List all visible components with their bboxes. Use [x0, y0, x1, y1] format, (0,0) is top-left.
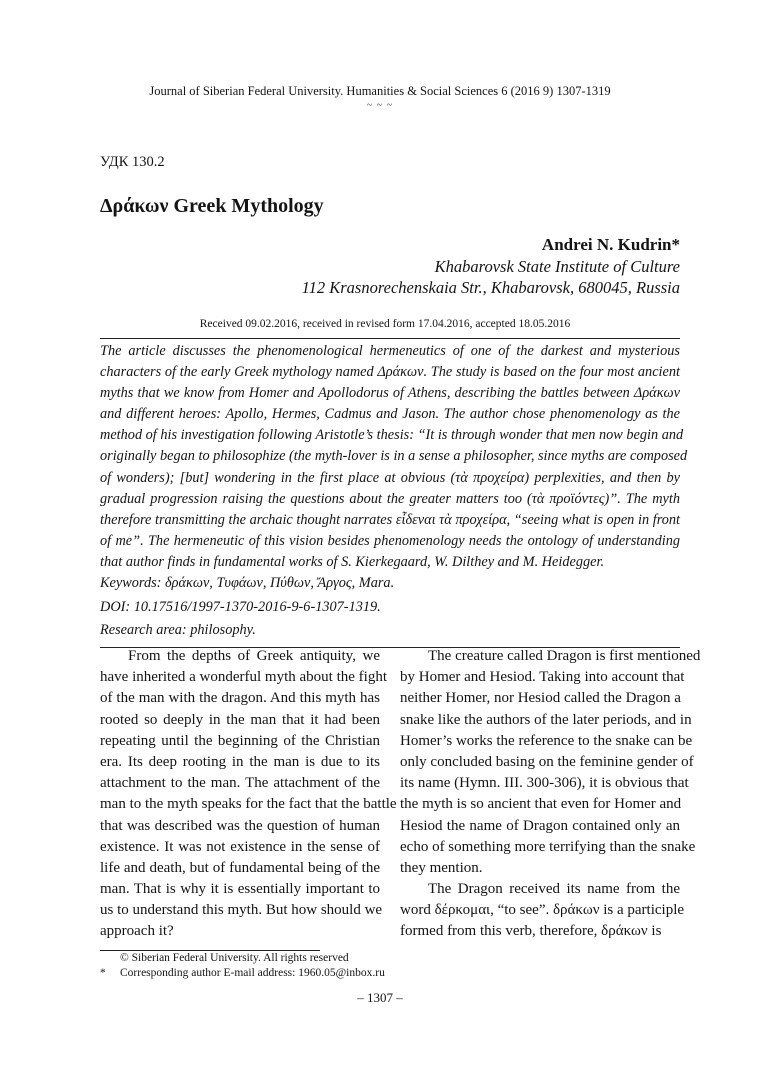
- right-column-line: formed from this verb, therefore, δράκων is: [400, 923, 662, 940]
- research-area: Research area: philosophy.: [100, 622, 256, 638]
- footnote-divider: [100, 950, 320, 951]
- right-column-line: only concluded basing on the feminine gender of: [400, 753, 694, 770]
- abstract-lines-line: The article discusses the phenomenological hermeneutics of one of the darkest and mysterious: [100, 343, 680, 359]
- header-ornament: ~ ~ ~: [366, 100, 394, 111]
- keywords: Keywords: δράκων, Τυφάων, Πύθων, Ἄργος, Mara.: [100, 575, 395, 591]
- author-name: Andrei N. Kudrin*: [541, 235, 680, 254]
- abstract-lines-line: that author finds in fundamental works of S. Kierkegaard, W. Dilthey and M. Heidegger.: [100, 553, 605, 570]
- body-column-right: [400, 646, 701, 943]
- left-column-line: us to understand this myth. But how should we: [100, 902, 383, 919]
- right-column-line: word δέρκομαι, “to see”. δράκων is a participle: [400, 902, 685, 919]
- right-column-line: the myth is so ancient that even for Homer and: [400, 796, 682, 813]
- left-column-line: repeating until the beginning of the Christian: [100, 732, 380, 749]
- doi: DOI: 10.17516/1997-1370-2016-9-6-1307-1319.: [100, 599, 381, 615]
- abstract-lines-line: gradual progression raising the questions about the greater matters too (τὰ προϊόντες)”. The myth: [100, 490, 680, 507]
- right-column-line: Hesiod the name of Dragon contained only an: [400, 817, 680, 834]
- page-number: – 1307 –: [357, 990, 403, 1005]
- udk-code: УДК 130.2: [100, 154, 165, 170]
- received-dates: Received 09.02.2016, received in revised form 17.04.2016, accepted 18.05.2016: [199, 318, 571, 330]
- left-column-line: era. Its deep rooting in the man is due to its: [100, 753, 380, 770]
- right-column-line: The Dragon received its name from the: [428, 881, 680, 898]
- author-affiliation: Khabarovsk State Institute of Culture: [434, 257, 680, 276]
- left-column-line: existence. It was not existence in the sense of: [100, 838, 380, 855]
- right-column-line: Homer’s works the reference to the snake can be: [400, 732, 693, 749]
- right-column-line: echo of something more terrifying than the snake: [400, 838, 696, 855]
- body-column-left: [100, 646, 397, 943]
- corresponding-author-footnote: Corresponding author E-mail address: 1960.05@inbox.ru: [120, 967, 385, 979]
- left-column-line: From the depths of Greek antiquity, we: [128, 648, 380, 664]
- article-title: Δράκων Greek Mythology: [100, 195, 324, 217]
- right-column-line: its name (Hymn. III. 300-306), it is obvious that: [400, 775, 689, 792]
- right-column-line: they mention.: [400, 859, 483, 876]
- journal-header: Journal of Siberian Federal University. Humanities & Social Sciences 6 (2016 9) 1307-1319: [149, 84, 611, 98]
- right-column-line: neither Homer, nor Hesiod called the Dragon a: [400, 690, 681, 707]
- divider: [100, 338, 680, 339]
- left-column-line: man to the myth speaks for the fact that the battle: [100, 796, 397, 813]
- left-column-line: attachment to the man. The attachment of the: [100, 775, 380, 792]
- left-column-line: rooted so deeply in the man that it had been: [100, 711, 380, 728]
- abstract-lines-line: originally began to philosophize (the myth-lover is in a sense a philosopher, since myths are composed: [100, 448, 688, 465]
- abstract-lines-line: therefore transmitting the archaic thought narrates εἶδεναι τὰ προχείρα, “seeing what is open in front: [100, 511, 680, 528]
- author-address: 112 Krasnorechenskaia Str., Khabarovsk, 680045, Russia: [301, 278, 680, 297]
- abstract-lines-line: and different heroes: Apollo, Hermes, Cadmus and Jason. The author chose phenomenology as the: [100, 406, 680, 423]
- right-column-line: The creature called Dragon is first mentioned: [428, 648, 701, 664]
- footnote-marker: *: [100, 967, 106, 979]
- abstract-lines-line: of wonders); [but] wondering in the first place at obvious (τὰ προχείρα) perplexities, and then by: [100, 469, 680, 486]
- copyright-footnote: © Siberian Federal University. All rights reserved: [120, 952, 349, 964]
- left-column-line: man. That is why it is essentially important to: [100, 881, 380, 898]
- left-column-line: life and death, but of fundamental being of the: [100, 859, 380, 876]
- left-column-line: have inherited a wonderful myth about the fight: [100, 669, 387, 686]
- left-column-line: that was described was the question of human: [100, 817, 380, 834]
- abstract-lines-line: myths that we know from Homer and Apollodorus of Athens, describing the battles between Δράκων: [100, 385, 680, 402]
- abstract: [100, 341, 688, 573]
- abstract-lines-line: method of his investigation following Aristotle’s thesis: “It is through wonder that men now begin and: [100, 427, 684, 444]
- right-column-line: by Homer and Hesiod. Taking into account that: [400, 669, 685, 686]
- abstract-lines-line: characters of the early Greek mythology named Δράκων. The study is based on the four most ancient: [100, 364, 680, 381]
- abstract-lines-line: of me”. The hermeneutic of this vision besides phenomenology needs the ontology of understanding: [100, 532, 680, 549]
- left-column-line: of the man with the dragon. And this myth has: [100, 690, 380, 707]
- right-column-line: snake like the authors of the later periods, and in: [400, 711, 692, 728]
- left-column-line: approach it?: [100, 923, 174, 940]
